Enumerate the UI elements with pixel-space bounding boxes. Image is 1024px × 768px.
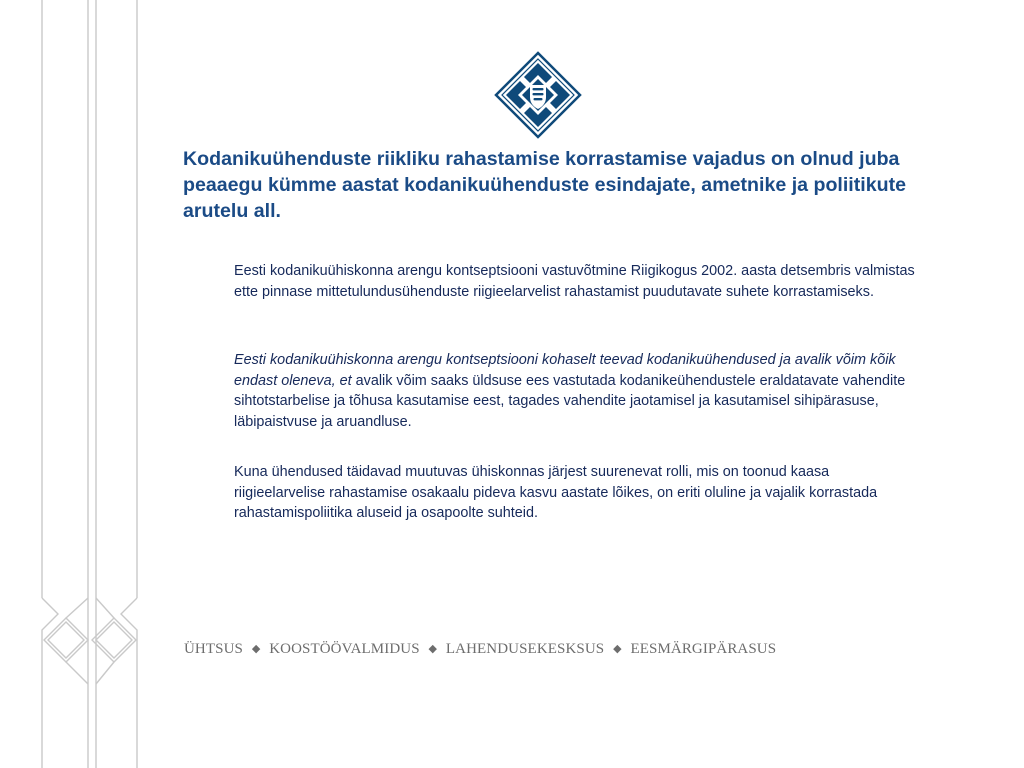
paragraph-2 <box>234 350 924 432</box>
value-solution-focus: LAHENDUSEKESKSUS <box>445 641 605 657</box>
paragraph-2-text: avalik võim saaks üldsuse ees vastutada kodanikeühendustele eraldatavate vahendite sihtotstarbelise ja tõhusa kasutamise eest, tagades vahendite jaotamisel ja kasutamisel sihipärasuse, läbipaistvuse ja aruandluse. <box>234 372 906 430</box>
estonian-coat-of-arms-logo <box>494 51 582 139</box>
paragraph-1 <box>234 261 924 302</box>
values-footer <box>184 641 776 658</box>
paragraph-3-text: Kuna ühendused täidavad muutuvas ühiskonnas järjest suurenevat rolli, mis on toonud kaasa riigieelarvelise rahastamise osakaalu pideva kasvu aastate lõikes, on eriti oluline ja vajalik korrastada rahastamispoliitika aluseid ja osapoolte suhteid. <box>234 464 878 522</box>
diamond-separator-icon: ◆ <box>251 643 261 655</box>
decorative-border-ornament <box>0 0 170 768</box>
value-unity: ÜHTSUS <box>184 641 243 657</box>
value-cooperation: KOOSTÖÖVALMIDUS <box>269 641 420 657</box>
paragraph-3 <box>234 462 924 524</box>
value-purposefulness: EESMÄRGIPÄRASUS <box>630 641 777 657</box>
diamond-separator-icon: ◆ <box>613 643 622 655</box>
paragraph-1-text: Eesti kodanikuühiskonna arengu kontseptsiooni vastuvõtmine Riigikogus 2002. aasta detsembris valmistas ette pinnase mittetulundusühenduste riigieelarvelist rahastamist puudutavate suhete korrastamiseks. <box>234 263 915 300</box>
diamond-separator-icon: ◆ <box>428 643 438 655</box>
page-title: Kodanikuühenduste riikliku rahastamise korrastamise vajadus on olnud juba peaaegu kümme aastat kodanikuühenduste esindajate, ametnike ja poliitikute arutelu all. <box>183 148 907 222</box>
paragraph-2-italic: Eesti kodanikuühiskonna arengu kontseptsiooni kohaselt teevad kodanikuühendused ja avalik võim kõik endast oleneva, et <box>234 352 896 389</box>
